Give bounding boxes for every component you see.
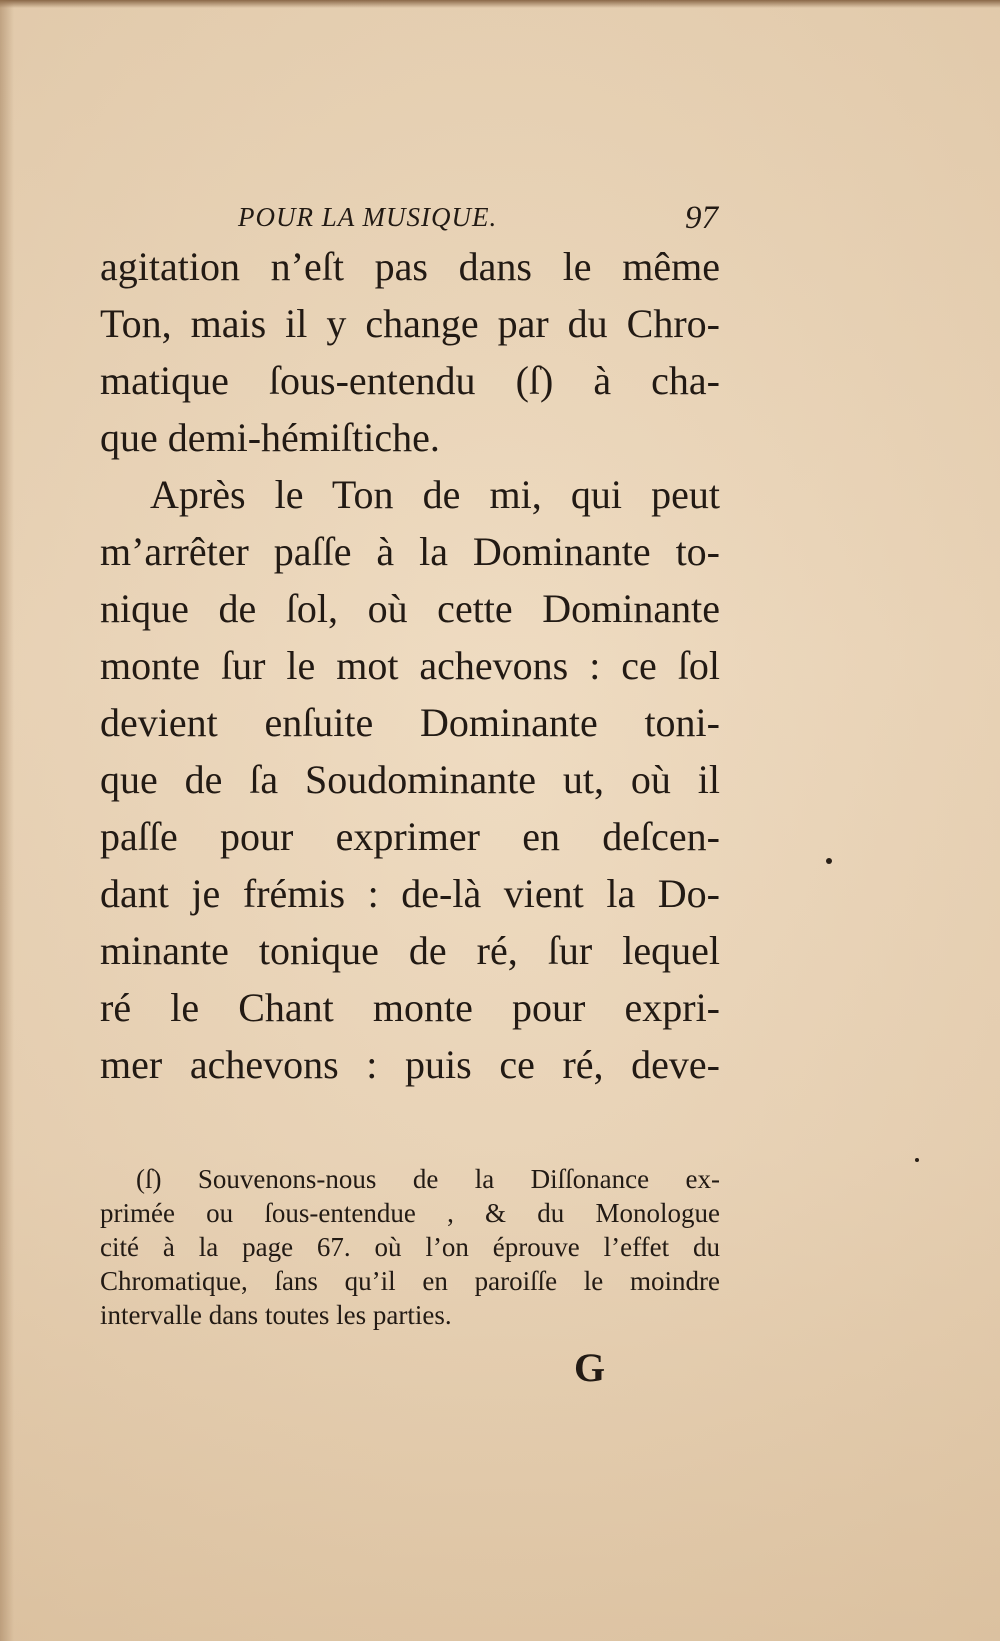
text-line: Ton, mais il y change par du Chro- [100,301,720,346]
footnote-line: (ſ) Souvenons-nous de la Diſſonance ex- [136,1164,720,1194]
footnote-line: intervalle dans toutes les parties. [100,1300,452,1330]
footnote [100,1162,720,1332]
page-number: 97 [685,200,718,236]
main-text [100,238,720,1093]
text-line: minante tonique de ré, ſur lequel [100,928,720,973]
text-line: paſſe pour exprimer en deſcen- [100,814,720,859]
text-line: mer achevons : puis ce ré, deve- [100,1042,720,1087]
text-line: matique ſous-entendu (ſ) à cha- [100,358,720,403]
running-head [238,200,718,240]
ink-speck [915,1158,919,1162]
text-line: Après le Ton de mi, qui peut [150,472,720,517]
text-line: dant je frémis : de-là vient la Do- [100,871,720,916]
text-line: agitation n’eſt pas dans le même [100,244,720,289]
text-line: ré le Chant monte pour expri- [100,985,720,1030]
signature-mark: G [574,1345,606,1390]
running-title: POUR LA MUSIQUE. [238,202,498,232]
text-line: monte ſur le mot achevons : ce ſol [100,643,720,688]
footnote-line: primée ou ſous-entendue , & du Monologue [100,1198,720,1228]
text-line: devient enſuite Dominante toni- [100,700,720,745]
text-line: que demi-hémiſtiche. [100,415,440,460]
text-line: nique de ſol, où cette Dominante [100,586,720,631]
page-top-edge [0,0,1000,8]
text-line: m’arrêter paſſe à la Dominante to- [100,529,720,574]
ink-speck [826,858,832,864]
text-line: que de ſa Soudominante ut, où il [100,757,720,802]
page-gutter-shadow [0,0,14,1641]
footnote-line: Chromatique, ſans qu’il en paroiſſe le moindre [100,1266,720,1296]
footnote-line: cité à la page 67. où l’on éprouve l’effet du [100,1232,720,1262]
